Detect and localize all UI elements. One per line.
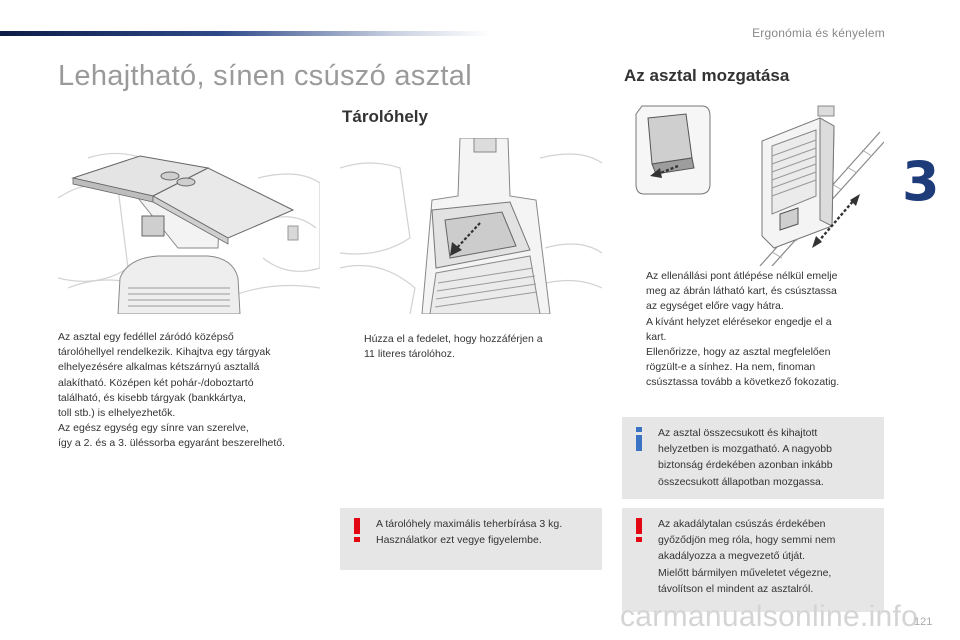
intro-line: elhelyezésére alkalmas kétszárnyú asztallá [58,361,260,374]
intro-line: alakítható. Középen két pohár-/doboztartó [58,376,254,389]
instruction-item: Ellenőrizze, hogy az asztal megfelelően rögzült-e a sínhez. Ha nem, finoman csúsztassa tovább a következő fokozatig. [646,346,840,389]
storage-instructions [340,332,602,362]
intro-line: Az egész egység egy sínre van szerelve, [58,422,249,435]
moving-warning-text: Az akadálytalan csúszás érdekében győződjön meg róla, hogy semmi nem akadályozza a megvezető útját. Mielőtt bármilyen műveletet végezne, távolítson el mindent az asztalról. [658,518,836,595]
intro-line: toll stb.) is elhelyezhetők. [58,407,176,420]
table-rail-illustration [622,96,884,266]
storage-warning-text: A tárolóhely maximális teherbírása 3 kg. Használatkor ezt vegye figyelembe. [376,518,563,547]
moving-instructions [622,269,884,391]
moving-warning-note [622,508,884,612]
info-note [622,417,884,499]
storage-compartment-illustration [340,138,602,314]
intro-line: így a 2. és a 3. üléssorba egyaránt beszerelhető. [58,437,286,450]
header-accent-bar [0,31,490,36]
intro-line: Az asztal egy fedéllel záródó középső [58,331,234,343]
instruction-item: A kívánt helyzet elérésekor engedje el a kart. [646,315,832,343]
table-unfolded-illustration [58,138,320,314]
info-icon [634,427,644,451]
exclamation-icon [352,518,362,542]
page-title: Lehajtható, sínen csúszó asztal [58,60,472,92]
page-number: 121 [914,616,933,628]
chapter-title: Ergonómia és kényelem [752,26,885,40]
exclamation-icon [634,518,644,542]
info-note-text: Az asztal összecsukott és kihajtott helyzetben is mozgatható. A nagyobb biztonság érdekében azonban inkább összecsukott állapotban mozgassa. [658,427,833,488]
instruction-item: Húzza el a fedelet, hogy hozzáférjen a 11 literes tárolóhoz. [364,333,543,361]
instruction-item: Az ellenállási pont átlépése nélkül emelje meg az ábrán látható kart, és csúsztassa az egységet előre vagy hátra. [646,270,838,313]
storage-heading: Tárolóhely [342,107,428,126]
chapter-number: 3 [902,150,940,213]
intro-line: tárolóhellyel rendelkezik. Kihajtva egy tárgyak [58,346,271,359]
intro-line: található, és kisebb tárgyak (bankkártya, [58,391,246,404]
moving-heading: Az asztal mozgatása [624,66,790,85]
watermark: carmanualsonline.info [620,600,919,633]
storage-warning-note [340,508,602,570]
intro-paragraph [58,330,328,452]
